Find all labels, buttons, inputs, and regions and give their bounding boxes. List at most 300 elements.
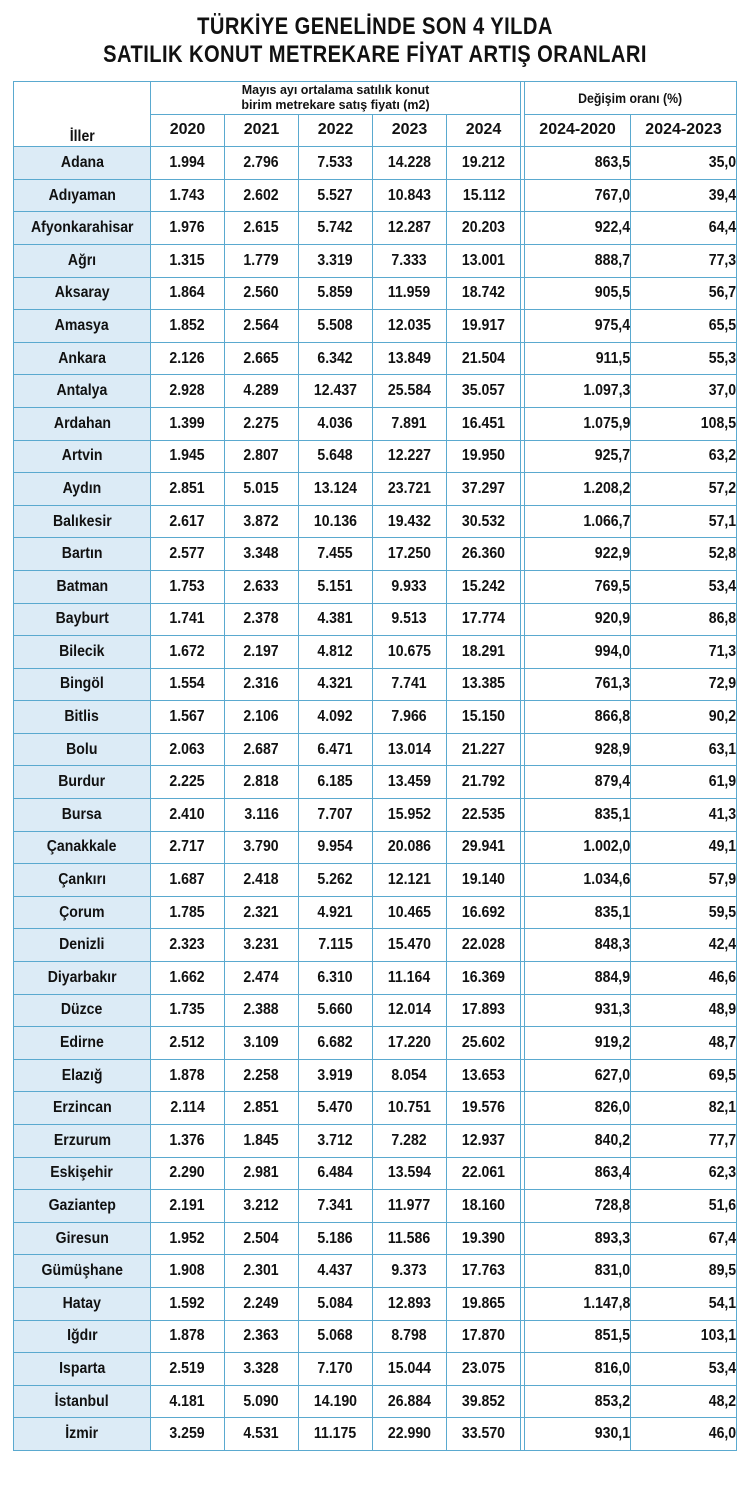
table-row — [14, 1190, 737, 1223]
province-cell: Burdur — [14, 766, 151, 799]
price-cell: 2.418 — [225, 864, 299, 897]
price-cell: 4.812 — [299, 636, 373, 669]
year-header: 2020 — [151, 114, 225, 147]
price-cell: 9.933 — [373, 570, 447, 603]
price-cell: 7.533 — [299, 147, 373, 180]
price-cell: 3.348 — [225, 538, 299, 571]
title-block — [0, 0, 750, 82]
change-cell: 35,0 — [631, 147, 737, 180]
price-cell: 10.136 — [299, 505, 373, 538]
province-cell: Düzce — [14, 994, 151, 1027]
price-cell: 5.151 — [299, 570, 373, 603]
change-cell: 888,7 — [525, 244, 631, 277]
province-cell: Afyonkarahisar — [14, 212, 151, 245]
price-cell: 30.532 — [447, 505, 521, 538]
price-cell: 13.385 — [447, 668, 521, 701]
price-cell: 3.212 — [225, 1190, 299, 1223]
price-cell: 17.220 — [373, 1027, 447, 1060]
table-row — [14, 244, 737, 277]
price-cell: 19.576 — [447, 1092, 521, 1125]
price-cell: 2.512 — [151, 1027, 225, 1060]
price-cell: 9.513 — [373, 603, 447, 636]
price-cell: 18.160 — [447, 1190, 521, 1223]
price-cell: 2.321 — [225, 896, 299, 929]
change-cell: 71,3 — [631, 636, 737, 669]
price-cell: 2.633 — [225, 570, 299, 603]
price-cell: 22.061 — [447, 1157, 521, 1190]
change-cell: 920,9 — [525, 603, 631, 636]
change-cell: 39,4 — [631, 179, 737, 212]
table-row — [14, 147, 737, 180]
price-cell: 2.807 — [225, 440, 299, 473]
change-cell: 928,9 — [525, 733, 631, 766]
price-cell: 11.977 — [373, 1190, 447, 1223]
price-cell: 1.994 — [151, 147, 225, 180]
price-cell: 5.186 — [299, 1222, 373, 1255]
change-cell: 1.034,6 — [525, 864, 631, 897]
province-cell: Edirne — [14, 1027, 151, 1060]
change-cell: 59,5 — [631, 896, 737, 929]
price-cell: 12.893 — [373, 1287, 447, 1320]
table-row — [14, 864, 737, 897]
price-cell: 4.437 — [299, 1255, 373, 1288]
price-cell: 1.952 — [151, 1222, 225, 1255]
change-cell: 90,2 — [631, 701, 737, 734]
price-cell: 18.291 — [447, 636, 521, 669]
change-cell: 840,2 — [525, 1125, 631, 1158]
province-cell: Bitlis — [14, 701, 151, 734]
price-cell: 2.615 — [225, 212, 299, 245]
price-cell: 17.870 — [447, 1320, 521, 1353]
province-cell: Aksaray — [14, 277, 151, 310]
price-cell: 16.369 — [447, 962, 521, 995]
change-cell: 922,9 — [525, 538, 631, 571]
table-row — [14, 505, 737, 538]
price-cell: 2.602 — [225, 179, 299, 212]
province-cell: Ağrı — [14, 244, 151, 277]
change-cell: 994,0 — [525, 636, 631, 669]
province-cell: İzmir — [14, 1418, 151, 1451]
price-cell: 3.328 — [225, 1353, 299, 1386]
change-cell: 1.075,9 — [525, 407, 631, 440]
change-cell: 1.002,0 — [525, 831, 631, 864]
change-cell: 65,5 — [631, 310, 737, 343]
price-cell: 25.584 — [373, 375, 447, 408]
price-cell: 2.928 — [151, 375, 225, 408]
change-cell: 57,9 — [631, 864, 737, 897]
change-header: 2024-2023 — [631, 114, 737, 147]
change-cell: 52,8 — [631, 538, 737, 571]
change-cell: 67,4 — [631, 1222, 737, 1255]
province-cell: Bolu — [14, 733, 151, 766]
province-cell: Amasya — [14, 310, 151, 343]
province-cell: Bursa — [14, 799, 151, 832]
province-cell: Artvin — [14, 440, 151, 473]
table-row — [14, 766, 737, 799]
change-cell: 835,1 — [525, 799, 631, 832]
price-cell: 3.231 — [225, 929, 299, 962]
change-cell: 46,0 — [631, 1418, 737, 1451]
price-cell: 6.342 — [299, 342, 373, 375]
price-cell: 17.774 — [447, 603, 521, 636]
change-cell: 103,1 — [631, 1320, 737, 1353]
price-cell: 3.919 — [299, 1059, 373, 1092]
province-cell: Giresun — [14, 1222, 151, 1255]
table-row — [14, 473, 737, 506]
province-cell: Çankırı — [14, 864, 151, 897]
price-cell: 13.594 — [373, 1157, 447, 1190]
price-cell: 15.470 — [373, 929, 447, 962]
price-cell: 2.851 — [151, 473, 225, 506]
price-cell: 22.028 — [447, 929, 521, 962]
table-row — [14, 440, 737, 473]
price-cell: 13.459 — [373, 766, 447, 799]
price-table-frame — [13, 81, 737, 1451]
year-header: 2024 — [447, 114, 521, 147]
change-cell: 769,5 — [525, 570, 631, 603]
change-cell: 53,4 — [631, 570, 737, 603]
price-cell: 19.390 — [447, 1222, 521, 1255]
price-cell: 3.319 — [299, 244, 373, 277]
price-cell: 4.181 — [151, 1385, 225, 1418]
price-cell: 19.432 — [373, 505, 447, 538]
price-cell: 9.373 — [373, 1255, 447, 1288]
price-cell: 7.891 — [373, 407, 447, 440]
price-cell: 1.976 — [151, 212, 225, 245]
price-cell: 1.672 — [151, 636, 225, 669]
price-cell: 6.471 — [299, 733, 373, 766]
change-cell: 57,2 — [631, 473, 737, 506]
change-cell: 72,9 — [631, 668, 737, 701]
table-row — [14, 1059, 737, 1092]
price-cell: 2.981 — [225, 1157, 299, 1190]
price-cell: 17.893 — [447, 994, 521, 1027]
price-cell: 4.289 — [225, 375, 299, 408]
change-cell: 931,3 — [525, 994, 631, 1027]
price-cell: 13.001 — [447, 244, 521, 277]
table-row — [14, 1255, 737, 1288]
price-cell: 4.381 — [299, 603, 373, 636]
price-cell: 5.742 — [299, 212, 373, 245]
change-cell: 853,2 — [525, 1385, 631, 1418]
change-cell: 627,0 — [525, 1059, 631, 1092]
price-cell: 4.092 — [299, 701, 373, 734]
change-cell: 51,6 — [631, 1190, 737, 1223]
price-cell: 13.849 — [373, 342, 447, 375]
province-cell: Isparta — [14, 1353, 151, 1386]
change-cell: 77,3 — [631, 244, 737, 277]
price-cell: 1.908 — [151, 1255, 225, 1288]
table-row — [14, 1353, 737, 1386]
price-cell: 19.950 — [447, 440, 521, 473]
table-body — [14, 147, 737, 1451]
price-cell: 26.360 — [447, 538, 521, 571]
province-cell: Gümüşhane — [14, 1255, 151, 1288]
change-cell: 61,9 — [631, 766, 737, 799]
change-cell: 728,8 — [525, 1190, 631, 1223]
price-table — [13, 81, 737, 1451]
table-row — [14, 212, 737, 245]
price-cell: 2.191 — [151, 1190, 225, 1223]
price-cell: 11.175 — [299, 1418, 373, 1451]
province-cell: Ankara — [14, 342, 151, 375]
price-cell: 11.164 — [373, 962, 447, 995]
price-cell: 26.884 — [373, 1385, 447, 1418]
price-cell: 19.140 — [447, 864, 521, 897]
price-cell: 37.297 — [447, 473, 521, 506]
price-cell: 2.063 — [151, 733, 225, 766]
change-cell: 911,5 — [525, 342, 631, 375]
price-cell: 2.323 — [151, 929, 225, 962]
price-cell: 8.054 — [373, 1059, 447, 1092]
change-cell: 816,0 — [525, 1353, 631, 1386]
price-cell: 19.865 — [447, 1287, 521, 1320]
price-cell: 16.692 — [447, 896, 521, 929]
table-row — [14, 1287, 737, 1320]
price-cell: 23.721 — [373, 473, 447, 506]
province-cell: Ardahan — [14, 407, 151, 440]
price-cell: 5.859 — [299, 277, 373, 310]
price-cell: 2.378 — [225, 603, 299, 636]
price-cell: 3.712 — [299, 1125, 373, 1158]
change-header: 2024-2020 — [525, 114, 631, 147]
price-cell: 1.785 — [151, 896, 225, 929]
price-cell: 12.035 — [373, 310, 447, 343]
change-cell: 56,7 — [631, 277, 737, 310]
price-cell: 19.212 — [447, 147, 521, 180]
price-cell: 2.665 — [225, 342, 299, 375]
price-cell: 2.126 — [151, 342, 225, 375]
price-cell: 3.790 — [225, 831, 299, 864]
price-cell: 33.570 — [447, 1418, 521, 1451]
change-cell: 848,3 — [525, 929, 631, 962]
change-cell: 62,3 — [631, 1157, 737, 1190]
province-cell: Antalya — [14, 375, 151, 408]
change-cell: 863,5 — [525, 147, 631, 180]
province-cell: Iğdır — [14, 1320, 151, 1353]
price-cell: 7.741 — [373, 668, 447, 701]
price-cell: 6.185 — [299, 766, 373, 799]
change-cell: 851,5 — [525, 1320, 631, 1353]
price-cell: 19.917 — [447, 310, 521, 343]
price-cell: 2.197 — [225, 636, 299, 669]
price-cell: 1.864 — [151, 277, 225, 310]
change-cell: 108,5 — [631, 407, 737, 440]
province-cell: Balıkesir — [14, 505, 151, 538]
change-cell: 831,0 — [525, 1255, 631, 1288]
province-cell: Batman — [14, 570, 151, 603]
price-cell: 29.941 — [447, 831, 521, 864]
province-cell: Diyarbakır — [14, 962, 151, 995]
price-cell: 1.878 — [151, 1059, 225, 1092]
price-cell: 1.567 — [151, 701, 225, 734]
province-cell: Çanakkale — [14, 831, 151, 864]
change-cell: 63,2 — [631, 440, 737, 473]
price-cell: 5.660 — [299, 994, 373, 1027]
table-row — [14, 831, 737, 864]
table-row — [14, 375, 737, 408]
price-cell: 2.249 — [225, 1287, 299, 1320]
price-group-header — [151, 82, 521, 115]
price-cell: 2.851 — [225, 1092, 299, 1125]
price-cell: 22.535 — [447, 799, 521, 832]
price-cell: 2.410 — [151, 799, 225, 832]
price-cell: 5.648 — [299, 440, 373, 473]
change-cell: 57,1 — [631, 505, 737, 538]
price-cell: 2.290 — [151, 1157, 225, 1190]
province-cell: Erzurum — [14, 1125, 151, 1158]
price-cell: 3.116 — [225, 799, 299, 832]
change-cell: 41,3 — [631, 799, 737, 832]
change-cell: 48,7 — [631, 1027, 737, 1060]
price-cell: 1.376 — [151, 1125, 225, 1158]
change-cell: 826,0 — [525, 1092, 631, 1125]
price-cell: 6.484 — [299, 1157, 373, 1190]
change-cell: 49,1 — [631, 831, 737, 864]
price-cell: 10.465 — [373, 896, 447, 929]
price-cell: 5.508 — [299, 310, 373, 343]
price-cell: 12.014 — [373, 994, 447, 1027]
price-cell: 35.057 — [447, 375, 521, 408]
change-cell: 879,4 — [525, 766, 631, 799]
change-cell: 77,7 — [631, 1125, 737, 1158]
table-row — [14, 896, 737, 929]
change-cell: 48,9 — [631, 994, 737, 1027]
price-cell: 1.845 — [225, 1125, 299, 1158]
price-cell: 2.114 — [151, 1092, 225, 1125]
price-cell: 12.121 — [373, 864, 447, 897]
table-row — [14, 636, 737, 669]
price-cell: 2.617 — [151, 505, 225, 538]
price-cell: 7.115 — [299, 929, 373, 962]
change-cell: 1.208,2 — [525, 473, 631, 506]
province-cell: Adana — [14, 147, 151, 180]
price-cell: 11.959 — [373, 277, 447, 310]
price-cell: 15.242 — [447, 570, 521, 603]
change-cell: 930,1 — [525, 1418, 631, 1451]
price-cell: 22.990 — [373, 1418, 447, 1451]
table-row — [14, 1157, 737, 1190]
year-header: 2023 — [373, 114, 447, 147]
change-cell: 919,2 — [525, 1027, 631, 1060]
table-row — [14, 994, 737, 1027]
price-cell: 2.225 — [151, 766, 225, 799]
change-cell: 975,4 — [525, 310, 631, 343]
price-cell: 3.109 — [225, 1027, 299, 1060]
province-cell: Aydın — [14, 473, 151, 506]
price-cell: 1.687 — [151, 864, 225, 897]
price-cell: 10.843 — [373, 179, 447, 212]
price-cell: 7.333 — [373, 244, 447, 277]
change-cell: 1.147,8 — [525, 1287, 631, 1320]
price-cell: 6.310 — [299, 962, 373, 995]
table-row — [14, 701, 737, 734]
table-row — [14, 570, 737, 603]
price-cell: 5.262 — [299, 864, 373, 897]
year-header: 2022 — [299, 114, 373, 147]
change-cell: 1.066,7 — [525, 505, 631, 538]
price-cell: 1.592 — [151, 1287, 225, 1320]
price-cell: 2.504 — [225, 1222, 299, 1255]
price-cell: 39.852 — [447, 1385, 521, 1418]
price-cell: 1.741 — [151, 603, 225, 636]
table-row — [14, 277, 737, 310]
price-cell: 25.602 — [447, 1027, 521, 1060]
province-cell: Bayburt — [14, 603, 151, 636]
price-cell: 5.527 — [299, 179, 373, 212]
price-cell: 18.742 — [447, 277, 521, 310]
price-cell: 2.796 — [225, 147, 299, 180]
price-cell: 2.474 — [225, 962, 299, 995]
change-cell: 46,6 — [631, 962, 737, 995]
price-cell: 1.315 — [151, 244, 225, 277]
price-cell: 5.090 — [225, 1385, 299, 1418]
header-row-top — [14, 82, 737, 115]
province-column-header: İller — [14, 82, 151, 147]
price-cell: 15.112 — [447, 179, 521, 212]
table-row — [14, 179, 737, 212]
price-cell: 15.044 — [373, 1353, 447, 1386]
province-cell: Eskişehir — [14, 1157, 151, 1190]
price-cell: 21.792 — [447, 766, 521, 799]
price-cell: 9.954 — [299, 831, 373, 864]
price-cell: 7.170 — [299, 1353, 373, 1386]
table-row — [14, 1092, 737, 1125]
price-cell: 15.952 — [373, 799, 447, 832]
price-cell: 17.763 — [447, 1255, 521, 1288]
change-cell: 82,1 — [631, 1092, 737, 1125]
price-cell: 2.560 — [225, 277, 299, 310]
price-cell: 7.341 — [299, 1190, 373, 1223]
change-cell: 86,8 — [631, 603, 737, 636]
change-cell: 884,9 — [525, 962, 631, 995]
price-cell: 12.937 — [447, 1125, 521, 1158]
price-cell: 21.504 — [447, 342, 521, 375]
price-cell: 2.564 — [225, 310, 299, 343]
price-cell: 14.190 — [299, 1385, 373, 1418]
change-cell: 922,4 — [525, 212, 631, 245]
price-cell: 1.945 — [151, 440, 225, 473]
table-row — [14, 1418, 737, 1451]
change-cell: 767,0 — [525, 179, 631, 212]
price-cell: 2.519 — [151, 1353, 225, 1386]
province-cell: Hatay — [14, 1287, 151, 1320]
price-cell: 2.687 — [225, 733, 299, 766]
price-cell: 2.275 — [225, 407, 299, 440]
price-cell: 3.259 — [151, 1418, 225, 1451]
price-cell: 2.301 — [225, 1255, 299, 1288]
change-cell: 905,5 — [525, 277, 631, 310]
price-cell: 2.363 — [225, 1320, 299, 1353]
price-cell: 13.014 — [373, 733, 447, 766]
price-cell: 4.531 — [225, 1418, 299, 1451]
change-cell: 761,3 — [525, 668, 631, 701]
price-cell: 13.124 — [299, 473, 373, 506]
price-cell: 1.743 — [151, 179, 225, 212]
price-cell: 4.321 — [299, 668, 373, 701]
year-header: 2021 — [225, 114, 299, 147]
price-cell: 1.852 — [151, 310, 225, 343]
price-cell: 1.662 — [151, 962, 225, 995]
price-cell: 2.258 — [225, 1059, 299, 1092]
price-cell: 20.203 — [447, 212, 521, 245]
price-cell: 1.735 — [151, 994, 225, 1027]
province-cell: Bingöl — [14, 668, 151, 701]
price-cell: 1.753 — [151, 570, 225, 603]
change-cell: 835,1 — [525, 896, 631, 929]
change-cell: 37,0 — [631, 375, 737, 408]
table-row — [14, 1222, 737, 1255]
